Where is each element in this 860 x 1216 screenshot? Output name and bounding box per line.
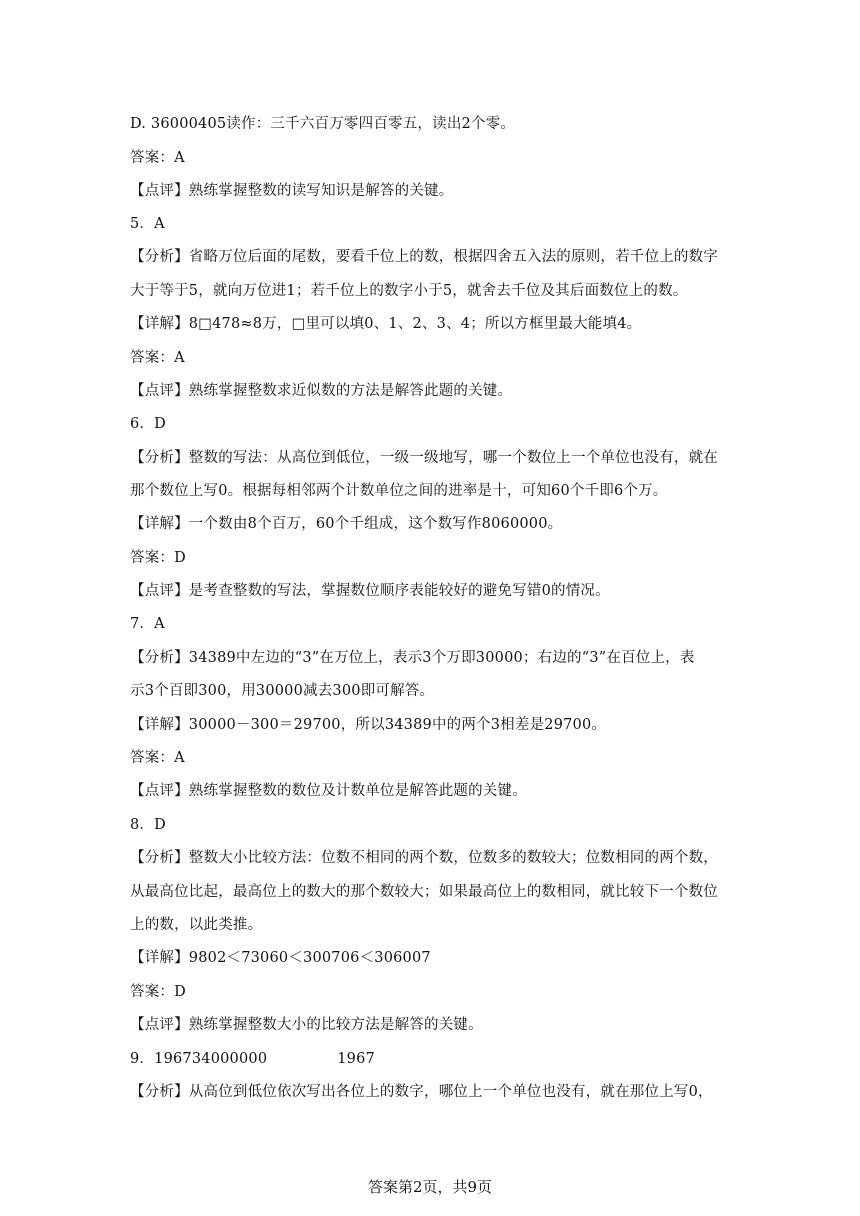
text-line: 【点评】熟练掌握整数求近似数的方法是解答此题的关键。 (130, 383, 513, 399)
text-line: 【详解】8□478≈8万，□里可以填0、1、2、3、4；所以方框里最大能填4。 (130, 316, 642, 332)
text-line: 答案：D (130, 984, 186, 1000)
text-line: 答案：A (130, 350, 185, 366)
text-line: 从最高位比起，最高位上的数大的那个数较大；如果最高位上的数相同，就比较下一个数位 (130, 884, 718, 900)
text-line: 答案：D (130, 550, 186, 566)
text-line: 【详解】一个数由8个百万，60个千组成，这个数写作8060000。 (130, 516, 563, 532)
text-line: 【分析】省略万位后面的尾数，要看千位上的数，根据四舍五入法的原则，若千位上的数字 (130, 249, 718, 265)
text-line: 【点评】熟练掌握整数的读写知识是解答的关键。 (130, 183, 454, 199)
text-line: 答案：A (130, 750, 185, 766)
text-line: 【详解】9802＜73060＜300706＜306007 (130, 950, 431, 966)
page-footer: 答案第2页，共9页 (367, 1178, 493, 1196)
text-line: 【详解】30000－300＝29700，所以34389中的两个3相差是29700。 (130, 717, 607, 733)
answer-blank-2: 1967 (337, 1051, 375, 1067)
text-line: 【分析】整数大小比较方法：位数不相同的两个数，位数多的数较大；位数相同的两个数， (130, 850, 718, 866)
text-line: 那个数位上写0。根据每相邻两个计数单位之间的进率是十，可知60个千即6个万。 (130, 483, 668, 499)
text-line: 7．A (130, 616, 165, 632)
text-line: 【分析】从高位到低位依次写出各位上的数字，哪位上一个单位也没有，就在那位上写0， (130, 1084, 713, 1100)
text-line: 答案：A (130, 150, 185, 166)
question-9-answer (130, 1049, 740, 1069)
text-line: 6．D (130, 416, 166, 432)
text-line: 5．A (130, 216, 165, 232)
text-line: D. 36000405读作：三千六百万零四百零五，读出2个零。 (130, 116, 516, 132)
text-line: 【点评】熟练掌握整数的数位及计数单位是解答此题的关键。 (130, 783, 527, 799)
text-line: 上的数，以此类推。 (130, 917, 263, 933)
text-line: 【分析】34389中左边的“3”在万位上，表示3个万即30000；右边的“3”在百位上，表 (130, 650, 695, 666)
answer-blank-1: 196734000000 (154, 1051, 268, 1067)
text-line: 大于等于5，就向万位进1；若千位上的数字小于5，就舍去千位及其后面数位上的数。 (130, 283, 688, 299)
text-line: 8．D (130, 817, 166, 833)
text-line: 【点评】熟练掌握整数大小的比较方法是解答的关键。 (130, 1017, 483, 1033)
text-line: 示3个百即300，用30000减去300即可解答。 (130, 683, 435, 699)
text-line: 【分析】整数的写法：从高位到低位，一级一级地写，哪一个数位上一个单位也没有，就在 (130, 450, 718, 466)
question-number: 9． (130, 1051, 155, 1067)
text-line: 【点评】是考查整数的写法，掌握数位顺序表能较好的避免写错0的情况。 (130, 583, 610, 599)
